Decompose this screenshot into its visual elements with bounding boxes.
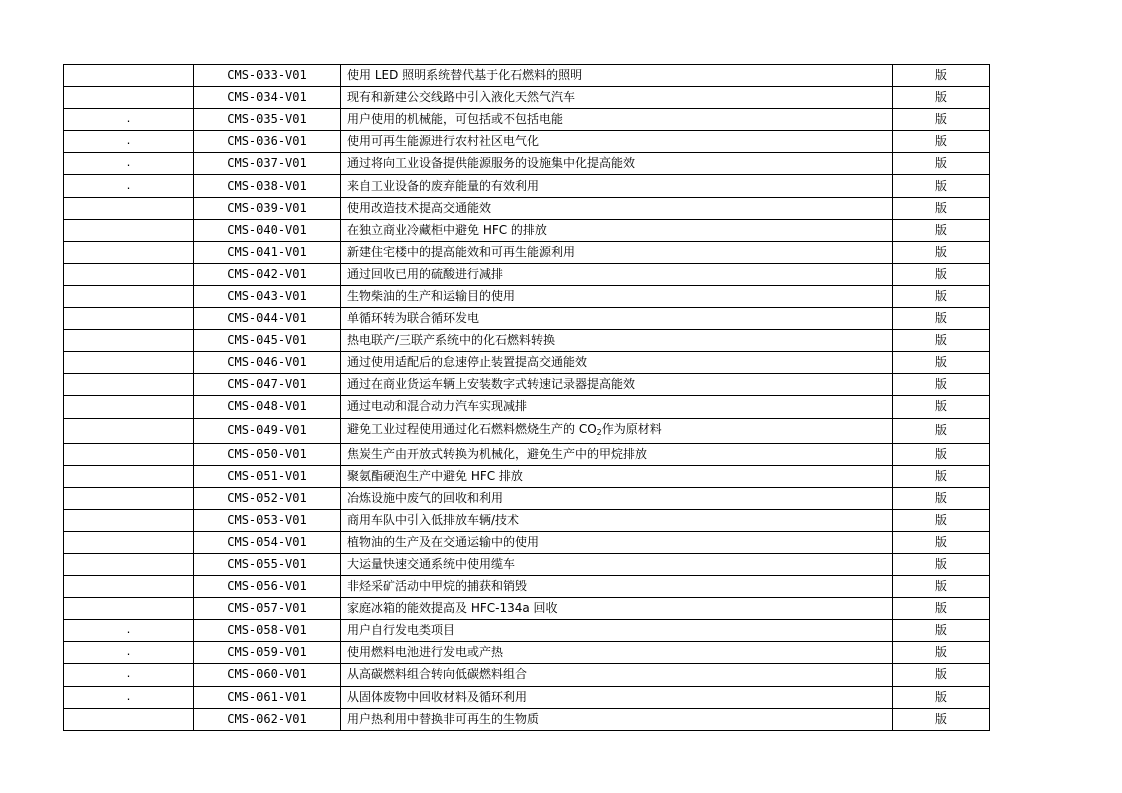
methodology-code: CMS-060-V01 (194, 664, 341, 686)
table-row (64, 531, 990, 553)
row-marker (64, 531, 194, 553)
methodology-code: CMS-039-V01 (194, 197, 341, 219)
version-cell: 版 (893, 374, 990, 396)
row-marker: . (64, 175, 194, 197)
table-body (64, 65, 990, 731)
version-cell: 版 (893, 664, 990, 686)
methodology-code: CMS-047-V01 (194, 374, 341, 396)
version-cell: 版 (893, 109, 990, 131)
methodology-name (341, 509, 893, 531)
methodology-name (341, 686, 893, 708)
methodology-name (341, 330, 893, 352)
methodology-code: CMS-043-V01 (194, 285, 341, 307)
row-marker: . (64, 153, 194, 175)
row-marker (64, 396, 194, 418)
table-row (64, 219, 990, 241)
methodology-table (63, 64, 990, 731)
methodology-code: CMS-061-V01 (194, 686, 341, 708)
methodology-code: CMS-046-V01 (194, 352, 341, 374)
row-marker (64, 487, 194, 509)
name-text: 通过在商业货运车辆上安装数字式转速记录器提高能效 (347, 377, 636, 392)
table-row (64, 664, 990, 686)
row-marker (64, 352, 194, 374)
table-row (64, 465, 990, 487)
version-cell: 版 (893, 219, 990, 241)
methodology-code: CMS-049-V01 (194, 418, 341, 443)
name-text: 用户使用的机械能，可包括或不包括电能 (347, 112, 564, 127)
name-text: 避免工业过程使用通过化石燃料燃烧生产的 CO (347, 421, 597, 436)
row-marker: . (64, 620, 194, 642)
methodology-code: CMS-033-V01 (194, 65, 341, 87)
table-row (64, 642, 990, 664)
methodology-name (341, 598, 893, 620)
table-row (64, 620, 990, 642)
table-row (64, 418, 990, 443)
methodology-name (341, 664, 893, 686)
methodology-name (341, 487, 893, 509)
table-row (64, 241, 990, 263)
row-marker (64, 553, 194, 575)
methodology-code: CMS-055-V01 (194, 553, 341, 575)
methodology-name (341, 263, 893, 285)
methodology-code: CMS-036-V01 (194, 131, 341, 153)
row-marker: . (64, 109, 194, 131)
row-marker (64, 65, 194, 87)
version-cell: 版 (893, 642, 990, 664)
row-marker (64, 219, 194, 241)
methodology-code: CMS-038-V01 (194, 175, 341, 197)
name-text: 冶炼设施中废气的回收和利用 (347, 490, 504, 505)
version-cell: 版 (893, 465, 990, 487)
methodology-code: CMS-044-V01 (194, 308, 341, 330)
name-subscript: 2 (596, 427, 602, 437)
version-cell: 版 (893, 65, 990, 87)
methodology-code: CMS-062-V01 (194, 708, 341, 730)
table-row (64, 553, 990, 575)
methodology-code: CMS-057-V01 (194, 598, 341, 620)
table-row (64, 686, 990, 708)
name-text: 通过电动和混合动力汽车实现减排 (347, 399, 528, 414)
table-row (64, 352, 990, 374)
version-cell: 版 (893, 352, 990, 374)
name-text: 现有和新建公交线路中引入液化天然气汽车 (347, 90, 576, 105)
version-cell: 版 (893, 87, 990, 109)
table-row (64, 509, 990, 531)
table-row (64, 153, 990, 175)
methodology-code: CMS-050-V01 (194, 443, 341, 465)
methodology-name (341, 531, 893, 553)
methodology-name (341, 620, 893, 642)
name-text: 聚氨酯硬泡生产中避免 HFC 排放 (347, 468, 523, 483)
name-text: 使用燃料电池进行发电或产热 (347, 645, 504, 660)
version-cell: 版 (893, 285, 990, 307)
version-cell: 版 (893, 330, 990, 352)
methodology-name (341, 197, 893, 219)
methodology-name (341, 131, 893, 153)
row-marker (64, 509, 194, 531)
methodology-code: CMS-045-V01 (194, 330, 341, 352)
name-text: 从高碳燃料组合转向低碳燃料组合 (347, 667, 528, 682)
row-marker (64, 708, 194, 730)
table-row (64, 598, 990, 620)
table-row (64, 263, 990, 285)
version-cell: 版 (893, 197, 990, 219)
version-cell: 版 (893, 131, 990, 153)
version-cell: 版 (893, 175, 990, 197)
methodology-code: CMS-059-V01 (194, 642, 341, 664)
table-row (64, 443, 990, 465)
methodology-code: CMS-041-V01 (194, 241, 341, 263)
table-row (64, 285, 990, 307)
version-cell: 版 (893, 576, 990, 598)
methodology-code: CMS-053-V01 (194, 509, 341, 531)
methodology-name (341, 396, 893, 418)
version-cell: 版 (893, 509, 990, 531)
methodology-code: CMS-037-V01 (194, 153, 341, 175)
row-marker (64, 308, 194, 330)
methodology-code: CMS-058-V01 (194, 620, 341, 642)
methodology-code: CMS-052-V01 (194, 487, 341, 509)
methodology-name (341, 553, 893, 575)
version-cell: 版 (893, 620, 990, 642)
row-marker (64, 374, 194, 396)
methodology-name (341, 109, 893, 131)
table-row (64, 374, 990, 396)
name-text: 焦炭生产由开放式转换为机械化，避免生产中的甲烷排放 (347, 446, 648, 461)
name-text: 新建住宅楼中的提高能效和可再生能源利用 (347, 244, 576, 259)
version-cell: 版 (893, 553, 990, 575)
methodology-name (341, 576, 893, 598)
version-cell: 版 (893, 153, 990, 175)
row-marker: . (64, 664, 194, 686)
methodology-name (341, 175, 893, 197)
version-cell: 版 (893, 531, 990, 553)
name-text: 从固体废物中回收材料及循环利用 (347, 689, 528, 704)
version-cell: 版 (893, 598, 990, 620)
methodology-name (341, 285, 893, 307)
methodology-name (341, 153, 893, 175)
name-text: 通过回收已用的硫酸进行减排 (347, 266, 504, 281)
row-marker (64, 197, 194, 219)
table-row (64, 109, 990, 131)
version-cell: 版 (893, 308, 990, 330)
row-marker (64, 87, 194, 109)
methodology-name (341, 352, 893, 374)
name-text: 用户自行发电类项目 (347, 623, 456, 638)
methodology-code: CMS-034-V01 (194, 87, 341, 109)
name-text: 家庭冰箱的能效提高及 HFC-134a 回收 (347, 601, 558, 616)
name-text: 使用可再生能源进行农村社区电气化 (347, 134, 540, 149)
row-marker (64, 241, 194, 263)
name-text: 使用改造技术提高交通能效 (347, 200, 492, 215)
methodology-name (341, 642, 893, 664)
methodology-name (341, 465, 893, 487)
version-cell: 版 (893, 396, 990, 418)
name-text: 热电联产/三联产系统中的化石燃料转换 (347, 333, 556, 348)
methodology-name (341, 708, 893, 730)
version-cell: 版 (893, 686, 990, 708)
version-cell: 版 (893, 418, 990, 443)
table-row (64, 87, 990, 109)
name-text: 使用 LED 照明系统替代基于化石燃料的照明 (347, 68, 583, 83)
table-row (64, 65, 990, 87)
row-marker: . (64, 686, 194, 708)
row-marker (64, 418, 194, 443)
methodology-code: CMS-054-V01 (194, 531, 341, 553)
methodology-name (341, 308, 893, 330)
name-text: 大运量快速交通系统中使用缆车 (347, 557, 516, 572)
row-marker (64, 443, 194, 465)
methodology-name (341, 443, 893, 465)
version-cell: 版 (893, 241, 990, 263)
table-row (64, 131, 990, 153)
name-text: 商用车队中引入低排放车辆/技术 (347, 512, 520, 527)
methodology-name (341, 418, 893, 443)
methodology-name (341, 374, 893, 396)
methodology-code: CMS-051-V01 (194, 465, 341, 487)
row-marker (64, 465, 194, 487)
row-marker: . (64, 642, 194, 664)
table-row (64, 197, 990, 219)
name-tail: 作为原材料 (601, 421, 662, 436)
version-cell: 版 (893, 708, 990, 730)
name-text: 非烃采矿活动中甲烷的捕获和销毁 (347, 579, 528, 594)
methodology-code: CMS-040-V01 (194, 219, 341, 241)
table-row (64, 708, 990, 730)
row-marker (64, 285, 194, 307)
table-row (64, 396, 990, 418)
name-text: 通过使用适配后的怠速停止装置提高交通能效 (347, 355, 588, 370)
version-cell: 版 (893, 263, 990, 285)
table-row (64, 487, 990, 509)
row-marker (64, 598, 194, 620)
methodology-code: CMS-056-V01 (194, 576, 341, 598)
table-row (64, 330, 990, 352)
row-marker (64, 263, 194, 285)
name-text: 在独立商业冷藏柜中避免 HFC 的排放 (347, 222, 547, 237)
table-row (64, 576, 990, 598)
methodology-code: CMS-048-V01 (194, 396, 341, 418)
name-text: 来自工业设备的废弃能量的有效利用 (347, 178, 540, 193)
methodology-name (341, 87, 893, 109)
row-marker (64, 330, 194, 352)
methodology-name (341, 241, 893, 263)
methodology-name (341, 65, 893, 87)
name-text: 用户热利用中替换非可再生的生物质 (347, 711, 540, 726)
row-marker: . (64, 131, 194, 153)
methodology-code: CMS-035-V01 (194, 109, 341, 131)
name-text: 植物油的生产及在交通运输中的使用 (347, 534, 540, 549)
table-row (64, 308, 990, 330)
row-marker (64, 576, 194, 598)
methodology-code: CMS-042-V01 (194, 263, 341, 285)
table-row (64, 175, 990, 197)
version-cell: 版 (893, 487, 990, 509)
methodology-name (341, 219, 893, 241)
name-text: 生物柴油的生产和运输目的使用 (347, 288, 516, 303)
name-text: 单循环转为联合循环发电 (347, 311, 480, 326)
version-cell: 版 (893, 443, 990, 465)
name-text: 通过将向工业设备提供能源服务的设施集中化提高能效 (347, 156, 636, 171)
